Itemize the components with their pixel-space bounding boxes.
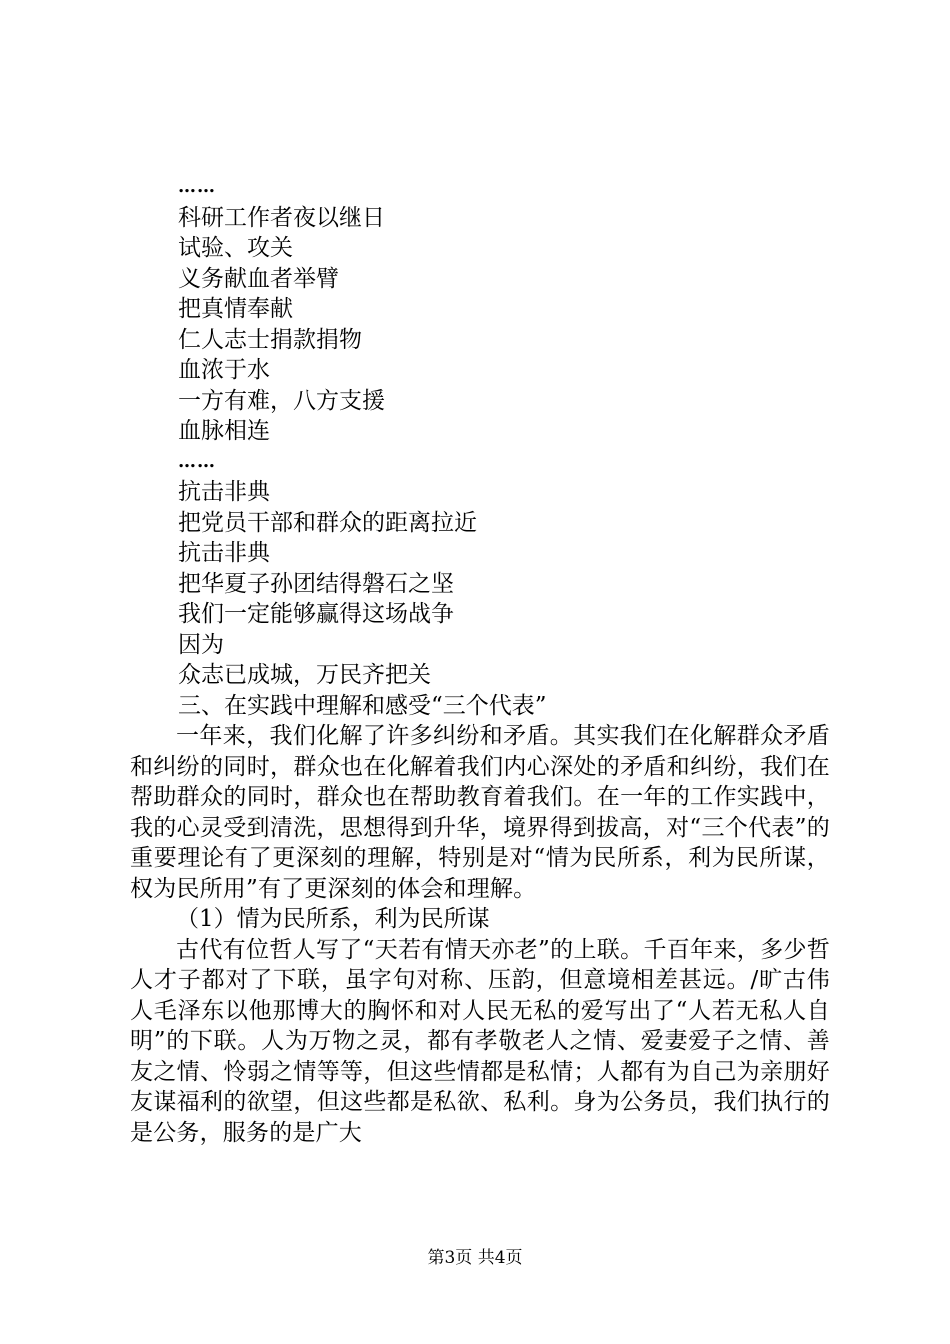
poem-line: 把华夏子孙团结得磐石之坚 [178,570,454,597]
poem-line: 仁人志士捐款捐物 [178,326,362,353]
poem-line: …… [178,450,216,472]
poem-line: 义务献血者举臂 [178,265,339,292]
document-body [130,172,830,1148]
poem-line: 一方有难，八方支援 [178,387,385,414]
page-number-footer: 第3页 共4页 [427,1248,523,1268]
poem-line: 抗击非典 [178,479,270,505]
poem-line: 众志已成城，万民齐把关 [178,662,431,688]
poem-line: 血脉相连 [178,418,270,444]
poem-line: …… [178,176,216,197]
section-heading: 三、在实践中理解和感受“三个代表” [178,692,547,719]
body-paragraph: 一年来，我们化解了许多纠纷和矛盾。其实我们在化解群众矛盾和纠纷的同时，群众也在化解着我们内心深处的矛盾和纠纷，我们在帮助群众的同时，群众也在帮助教育着我们。在一年的工作实践中，我的心灵受到清洗，思想得到升华，境界得到拔高，对“三个代表”的重要理论有了更深刻的理解，特别是对“情为民所系，利为民所谋，权为民所用”有了更深刻的体会和理解。 [130,723,830,902]
subsection-heading: （1）情为民所系，利为民所谋 [176,906,490,932]
poem-line: 把党员干部和群众的距离拉近 [178,509,477,536]
body-paragraph: 古代有位哲人写了“天若有情天亦老”的上联。千百年来，多少哲人才子都对了下联，虽字句对称、压韵，但意境相差甚远。/旷古伟人毛泽东以他那博大的胸怀和对人民无私的爱写出了“人若无私人自明”的下联。人为万物之灵，都有孝敬老人之情、爱妻爱子之情、善友之情、怜弱之情等等，但这些情都是私情；人都有为自己为亲朋好友谋福利的欲望，但这些都是私欲、私利。身为公务员，我们执行的是公务，服务的是广大 [130,936,830,1146]
poem-line: 我们一定能够赢得这场战争 [178,601,454,627]
poem-line: 因为 [178,631,224,658]
poem-line: 试验、攻关 [178,235,293,261]
poem-line: 把真情奉献 [178,296,293,322]
poem-line: 抗击非典 [178,540,270,566]
poem-line: 血浓于水 [178,357,270,383]
poem-line: 科研工作者夜以继日 [178,204,385,231]
